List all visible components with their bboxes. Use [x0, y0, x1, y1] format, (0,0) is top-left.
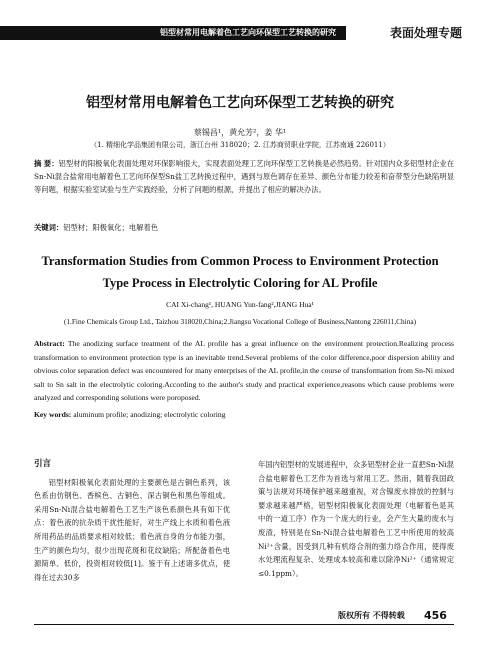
keywords-cn-text: 铝型材；阳极氧化；电解着色 — [63, 223, 159, 232]
paper-title-cn: 铝型材常用电解着色工艺向环保型工艺转换的研究 — [86, 95, 394, 111]
keywords-en-text: aluminum profile; anodizing; electrolytic coloring — [73, 410, 226, 419]
intro-heading: 引言 — [34, 459, 52, 469]
affiliation-cn: （1. 精细化学品集团有限公司，浙江台州 318020；2. 江苏商贸职业学院，江苏南通 226011） — [90, 141, 390, 149]
running-header — [0, 22, 480, 44]
paper-title-en — [0, 250, 480, 294]
keywords-cn-label: 关键词： — [34, 223, 64, 232]
keywords-en-label: Key words: — [34, 410, 72, 419]
intro-paragraph-right: 年国内铝型材的发展进程中，众多铝型材企业一直把Sn-Ni混合盐电解着色工艺作为首选与常用工艺。然而，随着我国政策与法规对环境保护越来越重视，对含镍废水排放的控制与要求越来越严格，铝型材阳极氧化表面处理（电解着色是其中的一道工序）作为一个庞大的行业，会产生大量的废水与废渣，特别是在Sn-Ni混合盐电解着色工艺中所使用的较高Ni²⁺含量，因受到几种有机络合剂的强力络合作用，使得废水处理流程复杂、处理成本较高和难以除净Ni²⁺（通常规定≤0.1ppm）。 — [258, 460, 455, 578]
running-title: 铝型材常用电解着色工艺向环保型工艺转换的研究 — [0, 26, 346, 40]
intro-paragraph-left: 铝型材阳极氧化表面处理的主要颜色是古铜色系列，该色系由仿钢色、香槟色、古铜色、深古铜色和黑色等组成。采用Sn-Ni混合盐电解着色工艺生产该色系颜色具有如下优点：着色液的抗杂质干扰性能好，对生产线上水质和着色液所用药品的品质要求相对较低；着色液自身的分布能力强，生产的颜色均匀，很少出现花斑和花纹缺陷；所配备着色电源简单、低价，投资相对较低[1]。鉴于有上述诸多优点，使得在过去30多 — [34, 477, 230, 582]
authors-cn: 蔡锡昌¹，黄允芳²，姜 华¹ — [193, 128, 287, 137]
page-number: 456 — [424, 609, 447, 622]
abstract-en-label: Abstract: — [34, 339, 65, 348]
paper-title-en-line1: Transformation Studies from Common Process to Environment Protection — [41, 254, 439, 268]
footer-rights: 版权所有 不得转载 — [338, 611, 405, 620]
authors-en: CAI Xi-chang¹, HUANG Yun-fang²,JIANG Hua¹ — [166, 300, 314, 309]
affiliation-en: (1.Fine Chemicals Group Ltd., Taizhou 318020,China;2.Jiangsu Vocational College of Business,Nantong 226011,China) — [63, 317, 417, 326]
keywords-en — [34, 410, 454, 419]
section-label: 表面处理专题 — [389, 26, 462, 40]
abstract-cn — [34, 157, 454, 196]
abstract-en — [34, 337, 454, 405]
footer-rule — [34, 624, 454, 625]
keywords-cn — [34, 223, 454, 233]
abstract-cn-label: 摘 要： — [34, 159, 59, 168]
body-column-right — [258, 458, 454, 580]
body-column-left — [34, 458, 230, 584]
abstract-cn-text: 铝型材的阳极氧化表面处理对环保影响很大，实现表面处理工艺向环保型工艺转换是必然趋势。针对国内众多铝型材企业在Sn-Ni混合盐常用电解着色工艺向环保型Sn盐工艺转换过程中，遇到与原色调存在差异、颜色分布能力较差和奋带型分色缺陷明显等问题，根据实验室试验与生产实践经验，分析了问题的根源，并提出了相应的解决办法。 — [34, 159, 454, 194]
paper-title-en-line2: Type Process in Electrolytic Coloring for AL Profile — [102, 276, 378, 290]
page-footer — [0, 608, 480, 624]
abstract-en-text: The anodizing surface treatment of the AL profile has a great influence on the environment protection.Realizing process transformation to environment protection type is an inevitable trend.Several problems of the color difference,poor dispersion ability and obvious color separation defect was encountered for many enterprises of the AL profile,in the course of transformation from Sn-Ni mixed salt to Sn salt in the electrolytic coloring.According to the author's study and practical experience,reasons which cause problems were analyzed and corresponding solutions were poroposed. — [34, 339, 455, 402]
